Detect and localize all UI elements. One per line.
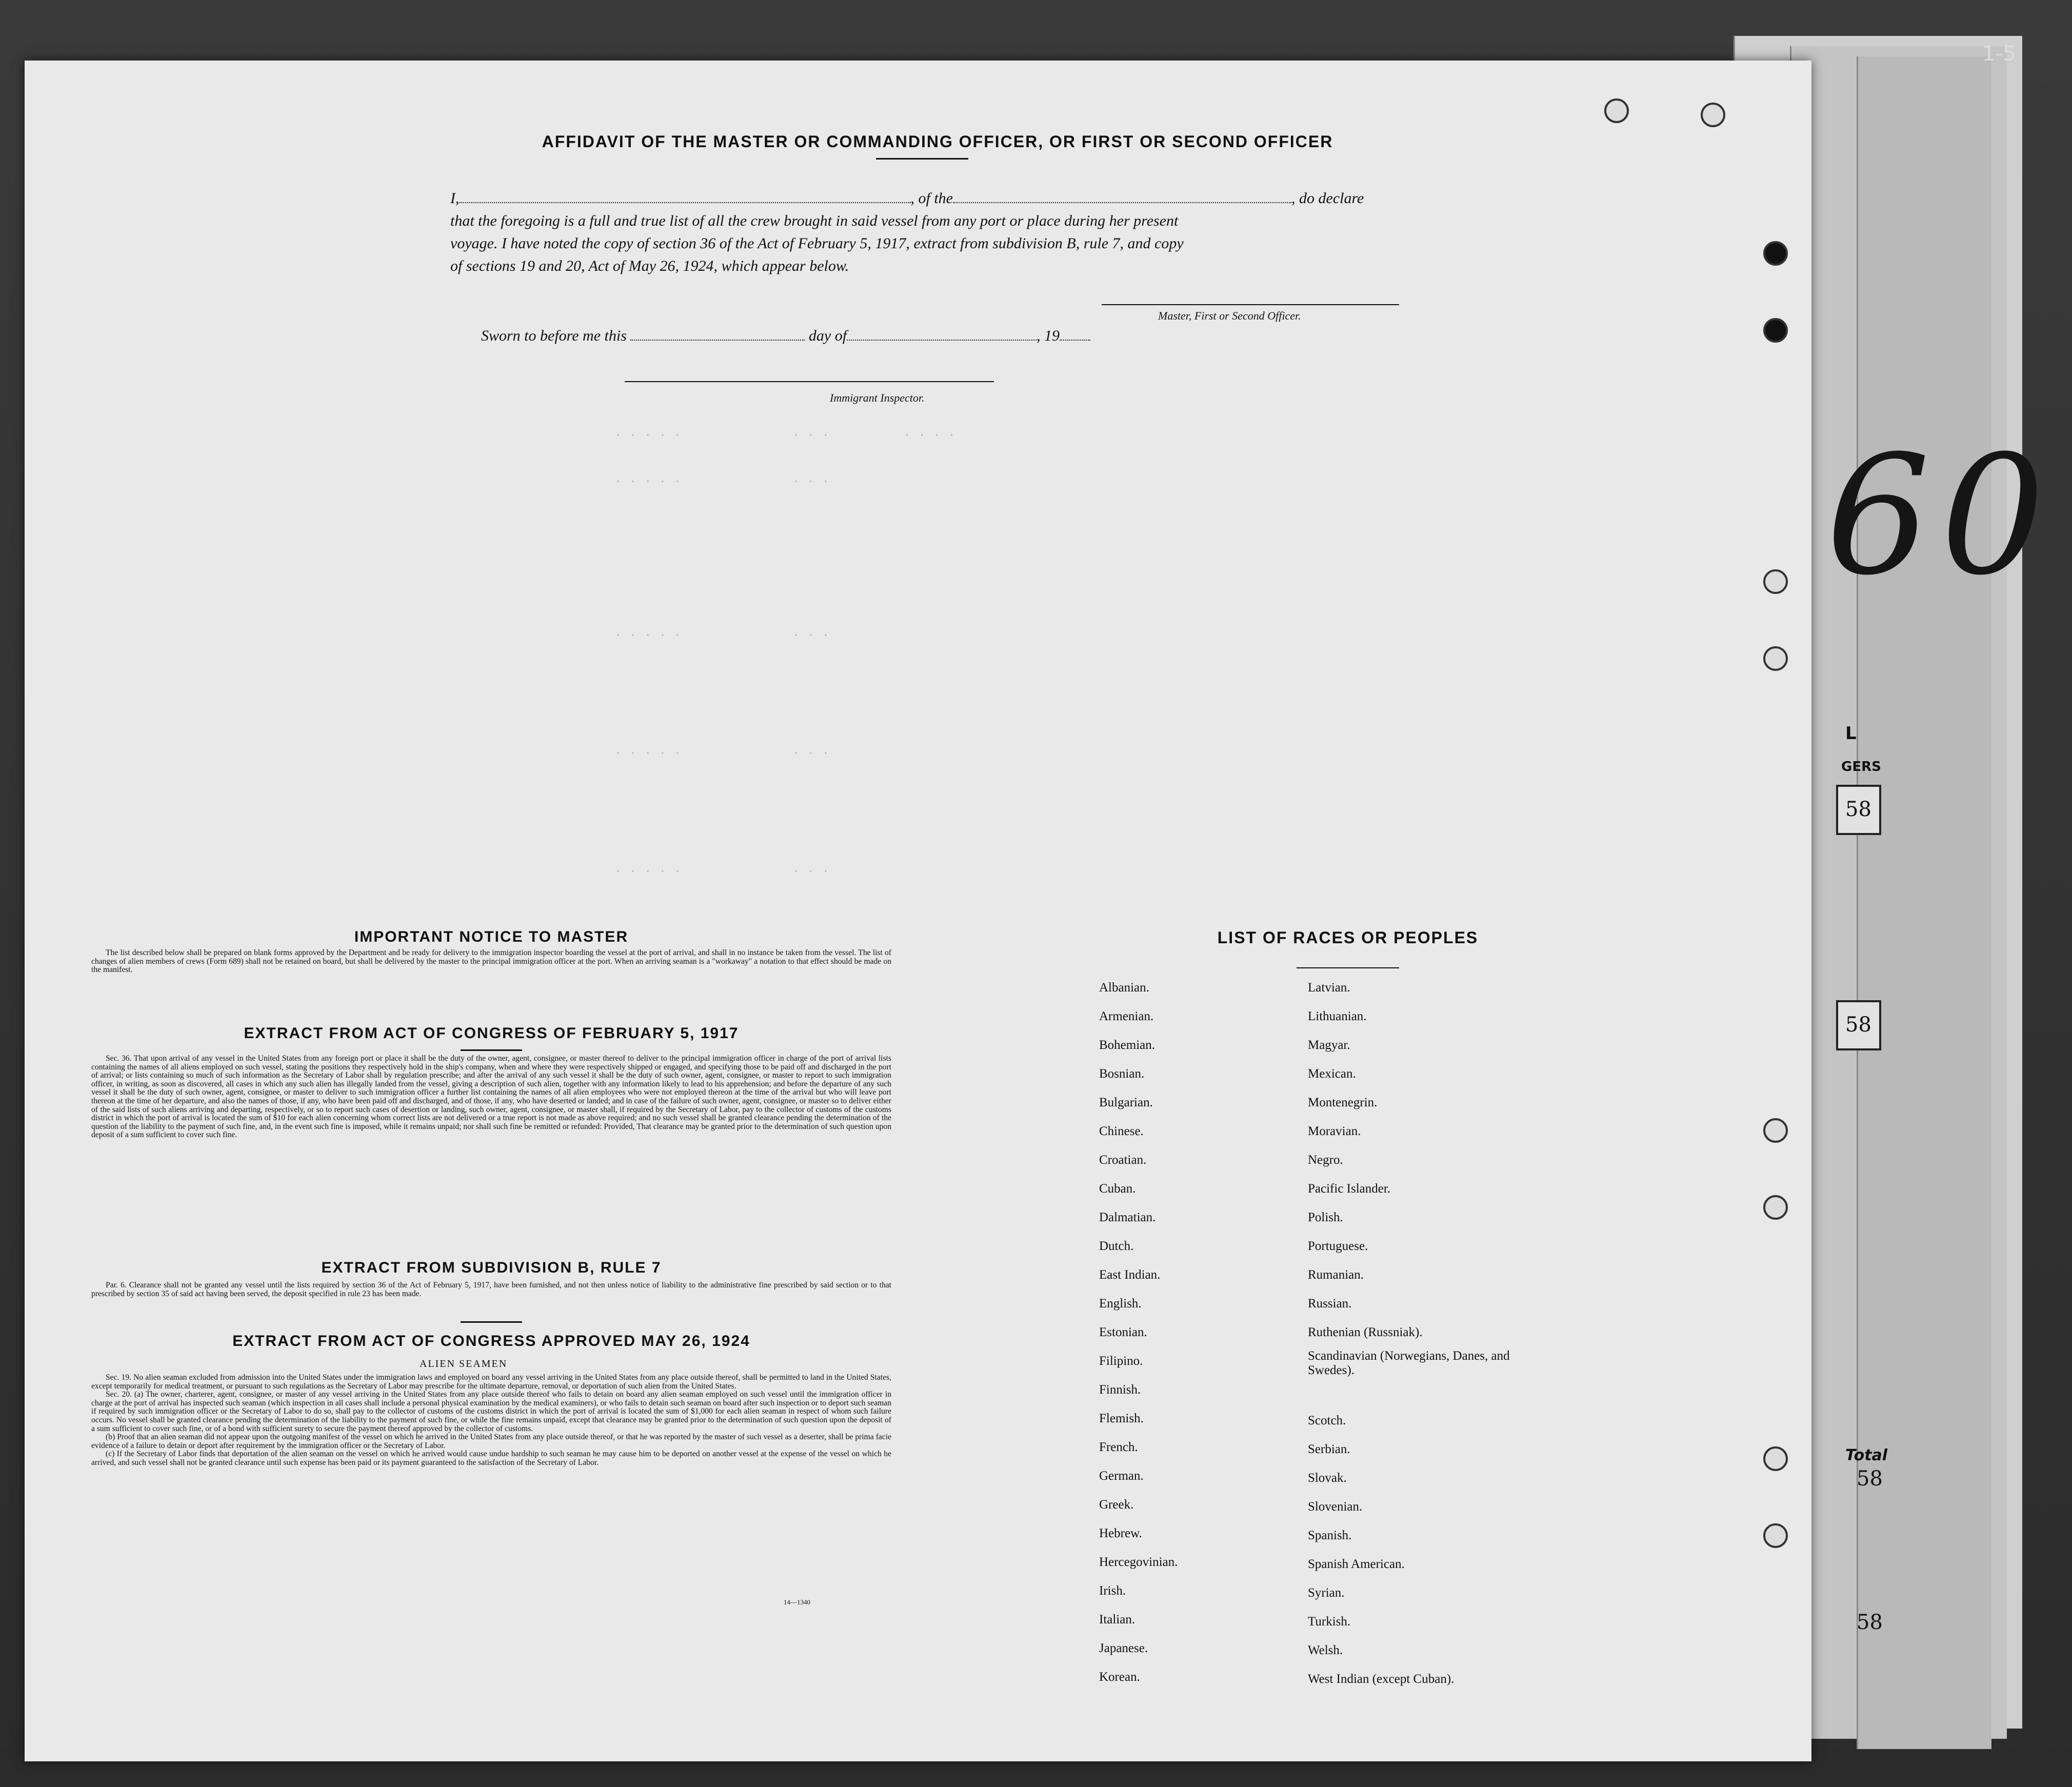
race-item: French. [1099, 1440, 1138, 1454]
race-item: Rumanian. [1308, 1268, 1364, 1282]
race-item: German. [1099, 1469, 1144, 1483]
bleed-through: . . . . . . . . [614, 743, 830, 757]
side-total-label: Total [1845, 1446, 1888, 1464]
paragraph: Sec. 36. That upon arrival of any vessel in the United States from any foreign port or place it shall be the duty of the owner, agent, consignee, or master thereof to deliver to the principal immigration officer in charge of the port of arrival lists containing the names of all aliens employed on such vessel, stating the positions they respectively hold in the ship's company, when and where they were respectively shipped or engaged, and specifying those to be paid off and discharged in the port of arrival; or lists containing so much of such information as the Secretary of Labor shall by regulation prescribe; and after the arrival of any such vessel it shall be the duty of such owner, agent, consignee, or master to report to such immigration officer, in writing, as soon as discovered, all cases in which any such alien has illegally landed from the vessel, giving a description of such alien, together with any information likely to lead to his apprehension; and before the departure of any such vessel it shall be the duty of such owner, agent, consignee, or master to deliver to such immigration officer a further list containing the names of all alien employees who were not employed thereon at the time of the arrival but who will leave port thereon at the time of her departure, and also the names of those, if any, who have been paid off and discharged, and of those, if any, who have deserted or landed; and in case of the failure of such owner, agent, consignee, or master so to deliver either of the said lists of such aliens arriving and departing, respectively, or so to report such cases of desertion or landing, such owner, agent, consignee, or master shall, if required by the Secretary of Labor, pay to the collector of customs of the customs district in which the port of arrival is located the sum of $10 for each alien concerning whom correct lists are not delivered or a true report is not made as above required; and no such vessel shall be granted clearance pending the determination of the question of the liability to the payment of such fine, and, in the event such fine is imposed, while it remains unpaid; nor shall such fine be remitted or refunded: Provided, That clearance may be granted prior to the determination of such question upon deposit of a sum sufficient to cover such fine. [91, 1054, 891, 1140]
race-item: Estonian. [1099, 1325, 1147, 1339]
extract-1924-body [91, 1374, 891, 1467]
blank-day [630, 340, 805, 341]
race-item: Portuguese. [1308, 1239, 1368, 1253]
corner-note: 1-5 [1982, 42, 2016, 66]
affidavit-title: AFFIDAVIT OF THE MASTER OR COMMANDING OFFICER, OR FIRST OR SECOND OFFICER [542, 132, 1333, 151]
race-item: Hebrew. [1099, 1526, 1142, 1540]
section-rule [461, 1321, 522, 1323]
race-item: Syrian. [1308, 1586, 1345, 1600]
race-item: Welsh. [1308, 1643, 1343, 1657]
notice-title: IMPORTANT NOTICE TO MASTER [354, 928, 629, 945]
paragraph: The list described below shall be prepared on blank forms approved by the Department and be ready for delivery to the immigration inspector boarding the vessel at the port of arrival, and shall in no instance be taken from the vessel. The list of changes of alien members of crews (Form 689) shall not be retained on board, but shall be delivered by the master to the principal immigration officer at the port. When an arriving seaman is a "workaway" a notation to that effect should be made on the manifest. [91, 948, 891, 975]
race-item: Latvian. [1308, 981, 1350, 995]
race-item: Magyar. [1308, 1038, 1350, 1052]
side-mark-l: L [1845, 723, 1857, 744]
race-item: Negro. [1308, 1153, 1343, 1167]
race-item: Filipino. [1099, 1354, 1143, 1368]
section-rule [461, 1049, 522, 1051]
race-item: Korean. [1099, 1670, 1140, 1684]
affidavit-line-1 [450, 190, 1364, 207]
manifest-page [25, 61, 1811, 1761]
race-item: Pacific Islander. [1308, 1182, 1391, 1196]
extract-rule7-body [91, 1281, 891, 1298]
notice-body [91, 949, 891, 975]
race-item: Italian. [1099, 1613, 1135, 1626]
side-count: 58 [1857, 1467, 1883, 1491]
extract-rule7-title: EXTRACT FROM SUBDIVISION B, RULE 7 [321, 1259, 662, 1276]
signature-label: Master, First or Second Officer. [1158, 309, 1301, 322]
signature-line [1102, 304, 1399, 305]
extract-1924-title: EXTRACT FROM ACT OF CONGRESS APPROVED MAY 26, 1924 [232, 1333, 750, 1349]
race-item: Bohemian. [1099, 1038, 1155, 1052]
side-mark-gers: GERS [1841, 759, 1881, 775]
paragraph: Par. 6. Clearance shall not be granted any vessel until the lists required by section 36 of the Act of February 5, 1917, have been furnished, and not then unless notice of liability to the administrative fine prescribed by said section or to that prescribed by section 35 of said act having been served, the deposit specified in rule 23 has been made. [91, 1281, 891, 1298]
race-item: English. [1099, 1297, 1142, 1311]
race-item: Cuban. [1099, 1182, 1136, 1196]
punch-hole [1763, 241, 1788, 266]
race-item: Scandinavian (Norwegians, Danes, and Swedes). [1308, 1349, 1510, 1377]
race-item: Polish. [1308, 1210, 1343, 1224]
race-item: Greek. [1099, 1498, 1134, 1512]
race-item: Finnish. [1099, 1383, 1141, 1397]
race-item: Serbian. [1308, 1442, 1350, 1456]
race-item: Mexican. [1308, 1067, 1356, 1081]
text: Sworn to before me this [481, 327, 627, 344]
race-item: Turkish. [1308, 1615, 1351, 1629]
handwritten-number: 60 [1826, 421, 2056, 611]
paragraph: (b) Proof that an alien seaman did not appear upon the outgoing manifest of the vessel on which he arrived in the United States from any place outside thereof, or that he was reported by the master of such vessel as a deserter, shall be prima facie evidence of a failure to detain or deport after requirement by the immigration officer or the Secretary of Labor. [91, 1433, 891, 1450]
bleed-through: . . . . . . . . [614, 625, 830, 639]
paragraph: Sec. 19. No alien seaman excluded from admission into the United States under the immigration laws and employed on board any vessel arriving in the United States from any place outside thereof, shall be permitted to land in the United States, except temporarily for medical treatment, or pursuant to such regulations as the Secretary of Labor may prescribe for the ultimate departure, removal, or deportation of such alien from the United States. [91, 1373, 891, 1391]
blank-vessel [953, 202, 1291, 203]
race-item: Spanish. [1308, 1528, 1352, 1542]
side-count: 58 [1845, 1013, 1871, 1037]
race-item: Hercegovinian. [1099, 1555, 1178, 1569]
extract-1917-title: EXTRACT FROM ACT OF CONGRESS OF FEBRUARY 5, 1917 [244, 1025, 739, 1042]
sworn-line [481, 327, 1090, 345]
punch-hole [1763, 1118, 1788, 1143]
race-item: Dalmatian. [1099, 1210, 1156, 1224]
punch-hole [1763, 569, 1788, 594]
text: , 19 [1037, 327, 1060, 344]
extract-1924-subtitle: ALIEN SEAMEN [420, 1358, 508, 1369]
punch-hole [1763, 1523, 1788, 1548]
race-item: Flemish. [1099, 1412, 1144, 1425]
underlying-page [1857, 56, 1991, 1749]
bleed-through: . . . . . . . . [614, 861, 830, 875]
race-item: Bosnian. [1099, 1067, 1145, 1081]
race-item: Armenian. [1099, 1009, 1154, 1023]
punch-hole [1763, 318, 1788, 343]
race-item: East Indian. [1099, 1268, 1161, 1282]
race-item: Dutch. [1099, 1239, 1134, 1253]
race-item: Japanese. [1099, 1641, 1148, 1655]
race-item: Irish. [1099, 1584, 1126, 1598]
race-item: West Indian (except Cuban). [1308, 1672, 1455, 1686]
inspector-label: Immigrant Inspector. [830, 391, 925, 404]
race-item: Slovenian. [1308, 1500, 1363, 1514]
race-item: Lithuanian. [1308, 1009, 1367, 1023]
blank-name [460, 202, 911, 203]
punch-hole [1701, 103, 1725, 127]
blank-month [847, 340, 1037, 341]
paragraph: Sec. 20. (a) The owner, charterer, agent, consignee, or master of any vessel arriving in the United States from any place outside thereof who fails to detain on board any alien seaman employed on such vessel until the immigration officer in charge at the port of arrival has inspected such seaman (which inspection in all cases shall include a personal physical examination by the medical examiners), or who fails to detain such seaman on board after such inspection or to deport such seaman if required by such immigration officer or the Secretary of Labor to do so, shall pay to the collector of customs of the customs district in which the port of arrival is located the sum of $1,000 for each alien seaman in respect of whom such failure occurs. No vessel shall be granted clearance pending the determination of the liability to the payment of such fine, or while the fine remains unpaid, except that clearance may be granted prior to the determination of such question upon the deposit of a sum sufficient to cover such fine, or of a bond with sufficient surety to secure the payment thereof approved by the collector of customs. [91, 1390, 891, 1433]
race-item: Bulgarian. [1099, 1096, 1153, 1109]
paragraph: (c) If the Secretary of Labor finds that deportation of the alien seaman on the vessel on which he arrived would cause undue hardship to such seaman he may cause him to be deported on another vessel at the expense of the vessel on which he arrived, and such vessel shall not be granted clearance until such expense has been paid or its payment guaranteed to the satisfaction of the Secretary of Labor. [91, 1450, 891, 1467]
affidavit-line-4: of sections 19 and 20, Act of May 26, 1924, which appear below. [450, 257, 849, 274]
title-rule [876, 158, 968, 160]
race-item: Scotch. [1308, 1414, 1346, 1427]
affidavit-line-3: voyage. I have noted the copy of section 36 of the Act of February 5, 1917, extract from subdivision B, rule 7, and copy [450, 235, 1184, 252]
inspector-line [625, 381, 994, 382]
side-count: 58 [1845, 798, 1871, 821]
race-item: Chinese. [1099, 1124, 1144, 1138]
races-left-column [1099, 974, 1178, 1692]
bleed-through: . . . . . . . . [614, 471, 830, 485]
race-item: Russian. [1308, 1297, 1352, 1311]
blank-year [1060, 340, 1090, 341]
races-right-column [1308, 974, 1513, 1694]
extract-1917-body [91, 1055, 891, 1140]
punch-hole [1763, 1446, 1788, 1471]
affidavit-line-2: that the foregoing is a full and true list of all the crew brought in said vessel from any port or place during her present [450, 212, 1179, 229]
race-item: Albanian. [1099, 981, 1149, 995]
race-item: Spanish American. [1308, 1557, 1405, 1571]
punch-hole [1763, 1195, 1788, 1220]
side-count: 58 [1857, 1611, 1883, 1634]
text: , of the [910, 190, 953, 207]
race-item: Croatian. [1099, 1153, 1147, 1167]
text: I, [450, 190, 460, 207]
text: , do declare [1291, 190, 1364, 207]
punch-hole [1763, 646, 1788, 671]
punch-hole [1604, 98, 1629, 123]
races-title: LIST OF RACES OR PEOPLES [1217, 928, 1479, 947]
text: day of [808, 327, 847, 344]
race-item: Ruthenian (Russniak). [1308, 1325, 1423, 1339]
race-item: Moravian. [1308, 1124, 1361, 1138]
race-item: Montenegrin. [1308, 1096, 1378, 1109]
section-rule [1297, 967, 1399, 968]
race-item: Slovak. [1308, 1471, 1347, 1485]
bleed-through: . . . . . . . . . . . . [614, 425, 955, 439]
form-number: 14—1340 [784, 1598, 810, 1606]
